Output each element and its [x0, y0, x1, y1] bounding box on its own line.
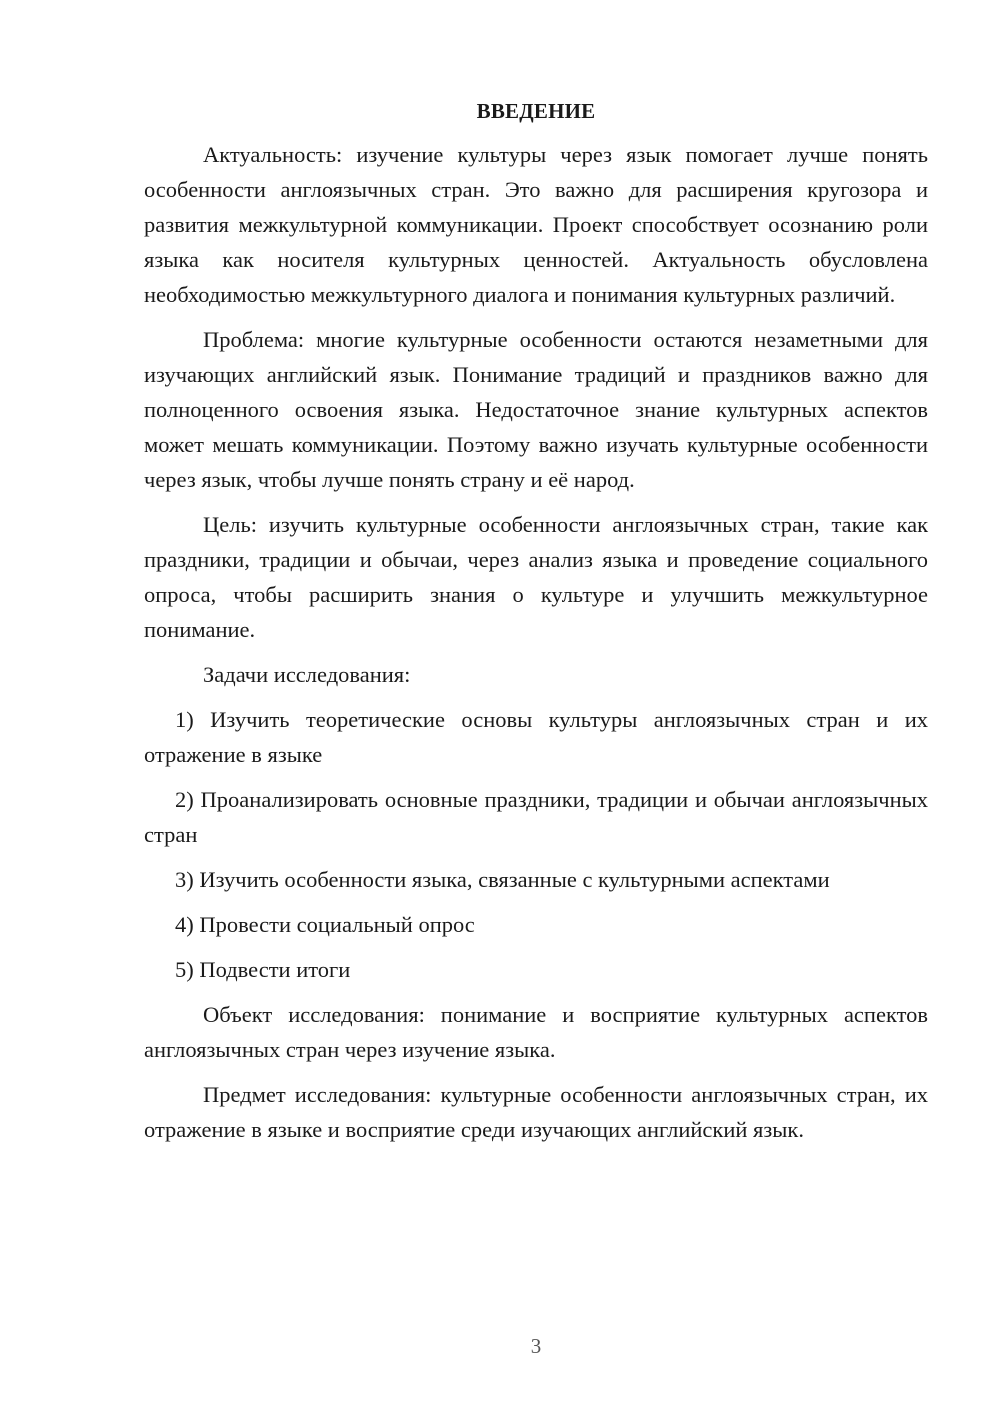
list-item: 2) Проанализировать основные праздники, традиции и обычаи англоязычных стран	[144, 787, 928, 847]
goal-paragraph: Цель: изучить культурные особенности англоязычных стран, такие как праздники, традиции и обычаи, через анализ языка и проведение социального опроса, чтобы расширить знания о культуре и улучшить межкультурное понимание.	[144, 512, 928, 642]
list-item: 1) Изучить теоретические основы культуры англоязычных стран и их отражение в языке	[144, 707, 928, 767]
list-item: 3) Изучить особенности языка, связанные с культурными аспектами	[175, 867, 830, 892]
list-item: 4) Провести социальный опрос	[175, 912, 475, 937]
list-item: 5) Подвести итоги	[175, 957, 351, 982]
page-number: 3	[530, 1334, 542, 1358]
document-body	[144, 96, 928, 1157]
page-title: ВВЕДЕНИЕ	[476, 99, 596, 123]
object-paragraph: Объект исследования: понимание и восприятие культурных аспектов англоязычных стран через изучение языка.	[144, 1002, 928, 1062]
tasks-heading: Задачи исследования:	[203, 662, 411, 687]
tasks-list	[144, 702, 928, 987]
problem-paragraph: Проблема: многие культурные особенности остаются незаметными для изучающих английский язык. Понимание традиций и праздников важно для полноценного освоения языка. Недостаточное знание культурных аспектов может мешать коммуникации. Поэтому важно изучать культурные особенности через язык, чтобы лучше понять страну и её народ.	[144, 327, 928, 492]
relevance-paragraph: Актуальность: изучение культуры через язык помогает лучше понять особенности англоязычных стран. Это важно для расширения кругозора и развития межкультурной коммуникации. Проект способствует осознанию роли языка как носителя культурных ценностей. Актуальность обусловлена необходимостью межкультурного диалога и понимания культурных различий.	[144, 142, 928, 307]
subject-paragraph: Предмет исследования: культурные особенности англоязычных стран, их отражение в языке и восприятие среди изучающих английский язык.	[144, 1082, 928, 1142]
